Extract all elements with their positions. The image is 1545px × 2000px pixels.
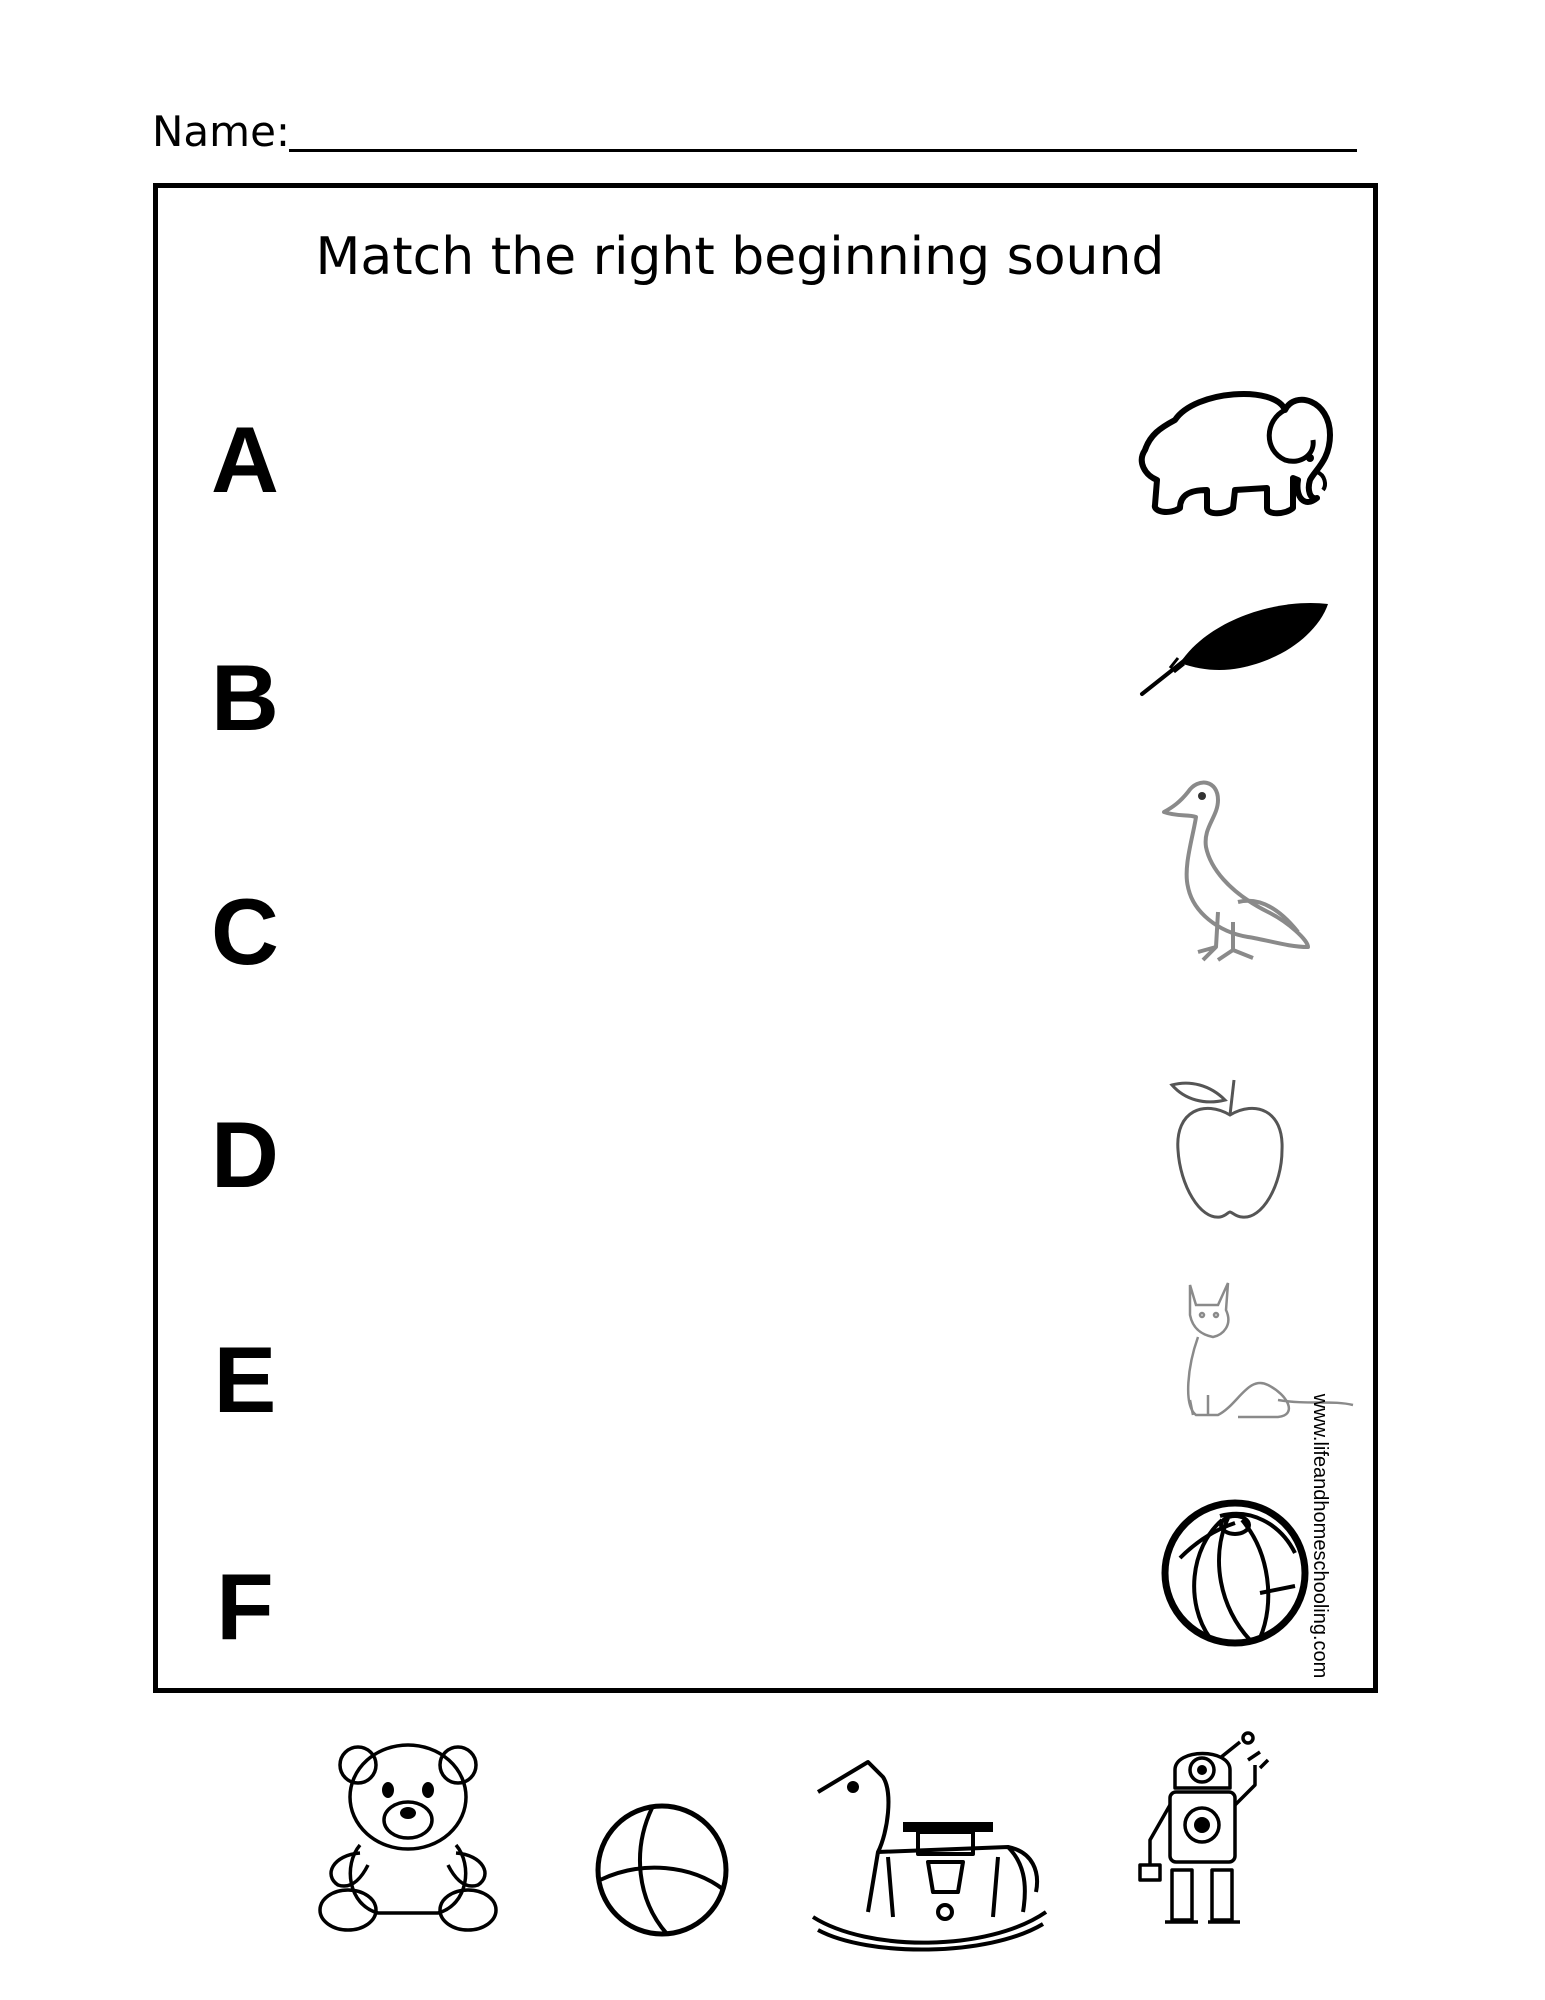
robot-icon[interactable]: [1130, 1730, 1280, 1940]
duck-icon[interactable]: [1158, 772, 1318, 972]
rocking-horse-icon[interactable]: [808, 1752, 1048, 1952]
teddy-bear-icon[interactable]: [318, 1735, 498, 1935]
letter-f[interactable]: F: [216, 1554, 274, 1659]
watermark-url: www.lifeandhomeschooling.com: [1309, 1393, 1331, 1679]
letter-d[interactable]: D: [211, 1102, 279, 1207]
letter-b[interactable]: B: [211, 645, 279, 750]
ball-icon[interactable]: [592, 1800, 732, 1940]
feather-icon[interactable]: [1140, 598, 1330, 698]
ball-icon[interactable]: [1160, 1498, 1310, 1648]
name-label: Name:: [152, 107, 291, 156]
elephant-icon[interactable]: [1135, 380, 1335, 520]
letter-e[interactable]: E: [213, 1327, 277, 1432]
name-row: [152, 102, 1357, 162]
name-blank-line[interactable]: [289, 149, 1357, 152]
letter-c[interactable]: C: [211, 879, 279, 984]
letter-a[interactable]: A: [211, 407, 279, 512]
worksheet-title: Match the right beginning sound: [315, 227, 1165, 287]
apple-icon[interactable]: [1170, 1075, 1290, 1225]
